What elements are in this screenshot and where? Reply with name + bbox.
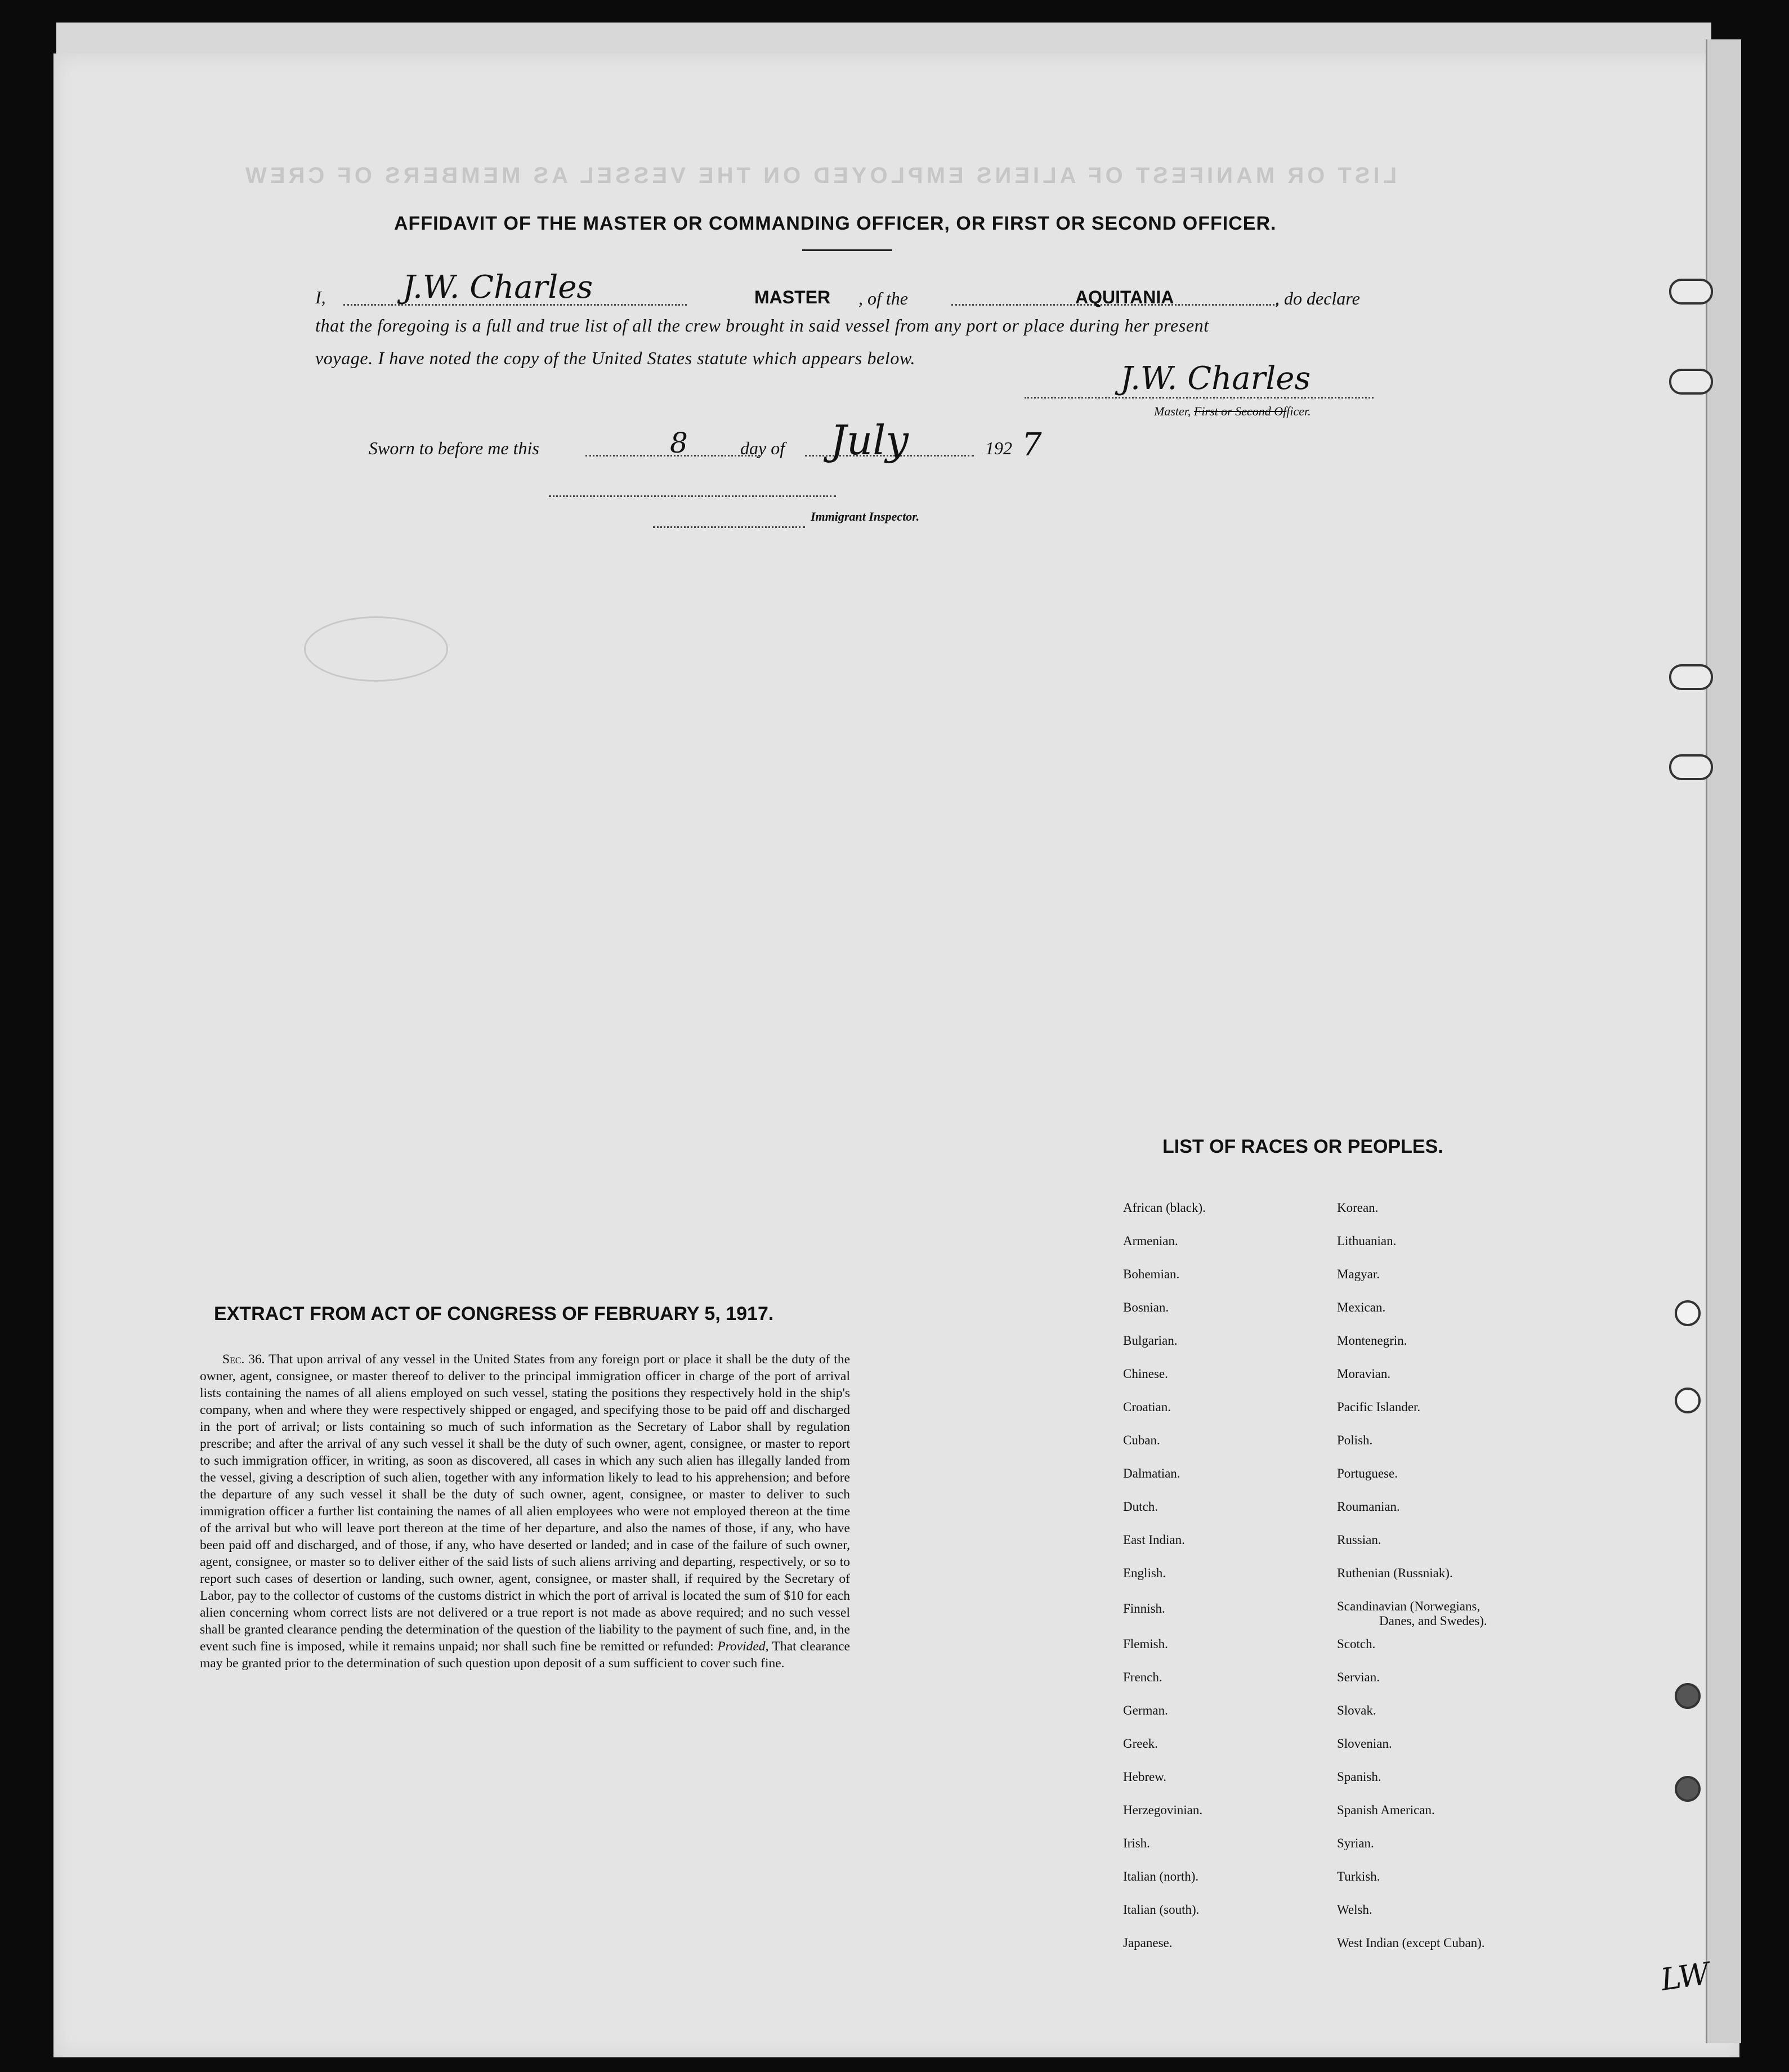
- binding-clip: [1669, 369, 1713, 395]
- race-right: Roumanian.: [1337, 1500, 1400, 1514]
- binding-clip: [1669, 754, 1713, 780]
- bleed-through-header: LIST OR MANIFEST OF ALIENS EMPLOYED ON THE VESSEL AS MEMBERS OF CREW: [242, 163, 1397, 188]
- extract-title: EXTRACT FROM ACT OF CONGRESS OF FEBRUARY 5, 1917.: [214, 1303, 774, 1324]
- race-right: Russian.: [1337, 1533, 1381, 1547]
- race-left: African (black).: [1123, 1201, 1206, 1215]
- section-number: Sec. 36.: [222, 1352, 265, 1367]
- race-left: Armenian.: [1123, 1234, 1178, 1248]
- race-right: Mexican.: [1337, 1300, 1386, 1314]
- inspector-caption: Immigrant Inspector.: [811, 509, 920, 523]
- race-right: Polish.: [1337, 1433, 1373, 1447]
- signature-caption: [1154, 404, 1311, 419]
- race-right: Portuguese.: [1337, 1466, 1398, 1480]
- race-right: Syrian.: [1337, 1836, 1374, 1850]
- vessel-name: AQUITANIA: [1075, 287, 1174, 307]
- inspector-line-b: [653, 526, 805, 528]
- race-left: Dalmatian.: [1123, 1466, 1180, 1480]
- punch-hole: [1675, 1683, 1701, 1709]
- section-text-end: That clearance may be granted prior to the determination of such question upon deposit of a sum sufficient to cover such fine.: [200, 1639, 850, 1671]
- of-the-label: , of the: [858, 288, 908, 308]
- race-right: Korean.: [1337, 1201, 1379, 1215]
- race-left: Herzegovinian.: [1123, 1803, 1203, 1817]
- race-right: Spanish American.: [1337, 1803, 1435, 1817]
- race-right: Slovak.: [1337, 1703, 1376, 1717]
- race-right-continued: Danes, and Swedes).: [1379, 1614, 1487, 1628]
- race-left: Bosnian.: [1123, 1300, 1169, 1314]
- extract-body: [200, 1351, 850, 1672]
- race-left: Flemish.: [1123, 1637, 1168, 1651]
- master-name-handwritten: J.W. Charles: [402, 269, 593, 306]
- race-left: Cuban.: [1123, 1433, 1160, 1447]
- race-left: Croatian.: [1123, 1400, 1171, 1414]
- affidavit-line2: that the foregoing is a full and true list of all the crew brought in said vessel from any port or place during her present: [315, 315, 1209, 335]
- race-right: West Indian (except Cuban).: [1337, 1936, 1485, 1950]
- underlying-page-edge: [56, 23, 1711, 55]
- race-right: Lithuanian.: [1337, 1234, 1397, 1248]
- race-left: French.: [1123, 1670, 1162, 1684]
- stacked-page-edges: [1706, 39, 1741, 2043]
- provided-word: Provided,: [717, 1639, 769, 1654]
- punch-hole: [1675, 1300, 1701, 1326]
- race-left: Chinese.: [1123, 1367, 1168, 1381]
- races-title: LIST OF RACES OR PEOPLES.: [1162, 1136, 1443, 1157]
- sworn-label: Sworn to before me this: [369, 438, 539, 458]
- race-right: Scandinavian (Norwegians,: [1337, 1599, 1481, 1613]
- year-handwritten: 7: [1022, 427, 1042, 463]
- inspector-line-a: [549, 495, 836, 497]
- title-rule: [802, 249, 892, 251]
- caption-struck: First or Second Of: [1193, 404, 1287, 418]
- binding-clip: [1669, 279, 1713, 305]
- day-of-label: day of: [740, 438, 785, 458]
- race-right: Ruthenian (Russniak).: [1337, 1566, 1453, 1580]
- affidavit-line3: voyage. I have noted the copy of the United States statute which appears below.: [315, 348, 916, 368]
- race-left: German.: [1123, 1703, 1168, 1717]
- race-left: Hebrew.: [1123, 1770, 1167, 1784]
- year-printed: 192: [985, 438, 1012, 458]
- signature-line: [1025, 397, 1374, 399]
- punch-hole: [1675, 1776, 1701, 1802]
- sworn-month: July: [830, 417, 909, 464]
- race-left: Irish.: [1123, 1836, 1150, 1850]
- sworn-day: 8: [670, 427, 688, 459]
- rank-label: MASTER: [754, 287, 831, 307]
- affidavit-title: AFFIDAVIT OF THE MASTER OR COMMANDING OFFICER, OR FIRST OR SECOND OFFICER.: [394, 213, 1277, 234]
- faint-stamp: [304, 616, 448, 682]
- race-left: Japanese.: [1123, 1936, 1173, 1950]
- race-right: Spanish.: [1337, 1770, 1381, 1784]
- race-right: Welsh.: [1337, 1903, 1372, 1917]
- race-left: Finnish.: [1123, 1601, 1165, 1615]
- race-left: Dutch.: [1123, 1500, 1158, 1514]
- section-text: That upon arrival of any vessel in the United States from any foreign port or place it shall be the duty of the owner, agent, consignee, or master thereof to deliver to the principal immigration officer in charge of the port of arrival lists containing the names of all aliens employed on such vessel, stating the positions they respectively hold in the ship's company, when and where they were respectively shipped or engaged, and specifying those to be paid off and discharged in the port of arrival; or lists containing so much of such information as the Secretary of Labor shall by regulation prescribe; and after the arrival of any such vessel it shall be the duty of such owner, agent, consignee, or master to report to such immigration officer, in writing, as soon as discovered, all cases in which any such alien has illegally landed from the vessel, giving a description of such alien, together with any information likely to lead to his apprehension; and before the departure of any such vessel it shall be the duty of such owner, agent, consignee, or master to deliver to such immigration officer a further list containing the names of all alien employees who were not employed thereon at the time of the arrival but who will leave port thereon at the time of her departure, and also the names of those, if any, who have been paid off and discharged, and of those, if any, who have deserted or landed; and in case of the failure of such owner, agent, consignee, or master so to deliver either of the said lists of such aliens arriving and departing, respectively, or so to report such cases of desertion or landing, such owner, agent, consignee, or master shall, if required by the Secretary of Labor, pay to the collector of customs of the customs district in which the port of arrival is located the sum of $10 for each alien concerning whom correct lists are not delivered or a true report is not made as above required; and no such vessel shall be granted clearance pending the determination of the question of the liability to the payment of such fine, and, in the event such fine is imposed, while it remains unpaid; nor shall such fine be remitted or refunded:: [200, 1352, 851, 1654]
- caption-master: Master,: [1154, 404, 1194, 418]
- race-right: Turkish.: [1337, 1869, 1380, 1883]
- race-left: Bohemian.: [1123, 1267, 1180, 1281]
- punch-hole: [1675, 1388, 1701, 1413]
- affidavit-i: I,: [315, 287, 326, 307]
- race-right: Montenegrin.: [1337, 1333, 1407, 1348]
- race-left: East Indian.: [1123, 1533, 1185, 1547]
- master-signature: J.W. Charles: [1120, 360, 1311, 397]
- binding-clip: [1669, 664, 1713, 690]
- corner-initials: LW: [1658, 1955, 1712, 1998]
- race-right: Scotch.: [1337, 1637, 1376, 1651]
- caption-end: ficer.: [1286, 404, 1311, 418]
- race-left: Italian (south).: [1123, 1903, 1200, 1917]
- race-right: Servian.: [1337, 1670, 1380, 1684]
- race-left: Greek.: [1123, 1737, 1158, 1751]
- do-declare-label: , do declare: [1275, 288, 1360, 308]
- race-right: Slovenian.: [1337, 1737, 1392, 1751]
- race-right: Moravian.: [1337, 1367, 1391, 1381]
- race-right: Pacific Islander.: [1337, 1400, 1421, 1414]
- race-right: Magyar.: [1337, 1267, 1380, 1281]
- race-left: Italian (north).: [1123, 1869, 1199, 1883]
- race-left: Bulgarian.: [1123, 1333, 1178, 1348]
- race-left: English.: [1123, 1566, 1166, 1580]
